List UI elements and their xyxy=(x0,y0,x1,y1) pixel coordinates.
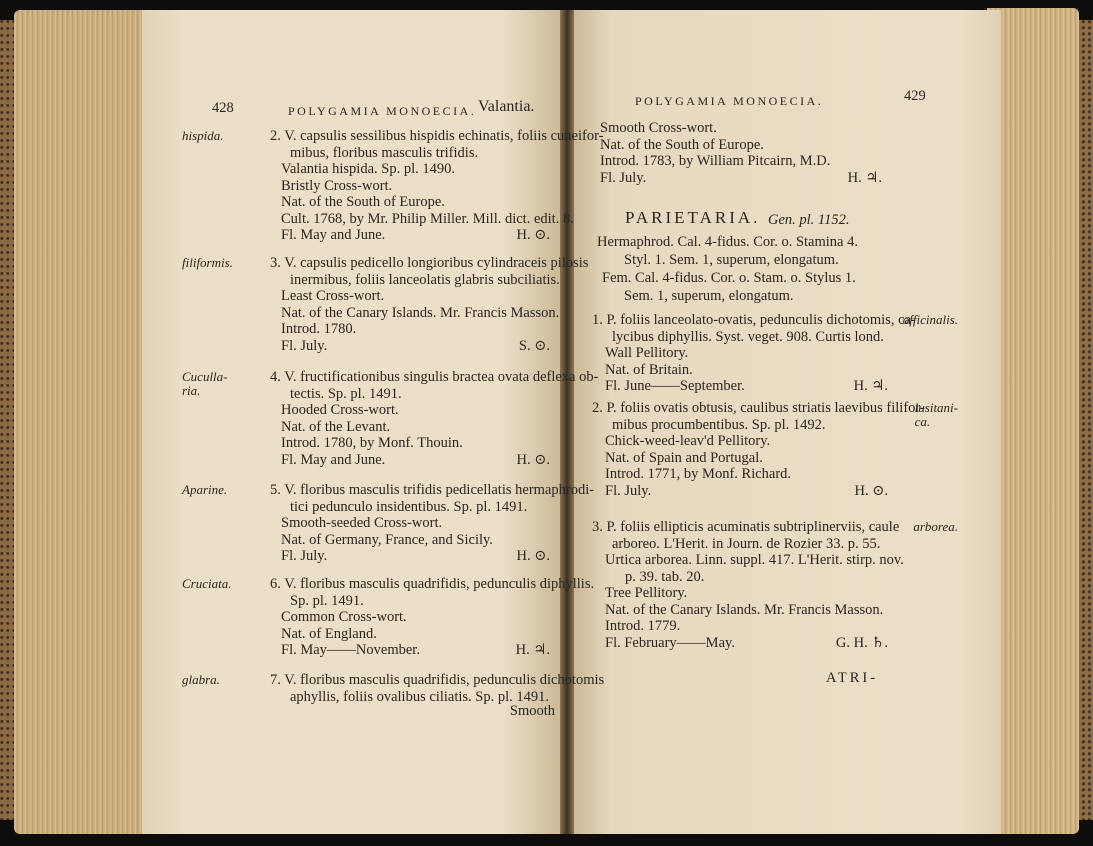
species-text-line: Bristly Cross-wort. xyxy=(281,177,393,194)
species-text-line: Common Cross-wort. xyxy=(281,609,407,625)
species-text-line: Urtica arborea. Linn. suppl. 417. L'Herit. stirp. nov. xyxy=(605,552,904,568)
species-text-line: 7. V. floribus masculis quadrifidis, pedunculis dichotomis xyxy=(270,672,605,688)
life-form-symbol: H. ♃. xyxy=(853,378,888,394)
species-text-line: Fl. May and June. xyxy=(281,227,386,243)
species-text-line: inermibus, foliis lanceolatis glabris subciliatis. xyxy=(290,271,560,288)
right-page-number: 429 xyxy=(904,88,926,104)
species-text-line: lycibus diphyllis. Syst. veget. 908. Curtis lond. xyxy=(612,328,884,345)
species-text-line: Nat. of the Levant. xyxy=(281,418,391,435)
species-margin-name: Cruciata. xyxy=(182,576,232,591)
species-text-line: Fl. July. xyxy=(281,337,328,354)
species-margin-name: lusitani- ca. xyxy=(914,400,958,429)
life-form-symbol: S. ⊙. xyxy=(518,337,550,354)
species-text-line: Nat. of the Canary Islands. Mr. Francis Masson. xyxy=(281,304,560,321)
left-page-edges xyxy=(14,10,142,834)
species-text-line: Nat. of England. xyxy=(281,625,377,642)
species-text-line: 5. V. floribus masculis trifidis pedicellatis hermaphrodi- xyxy=(270,482,595,498)
life-form-symbol: H. ⊙. xyxy=(516,227,550,243)
genus-description-line: Fem. Cal. 4-fidus. Cor. o. Stam. o. Stylus 1. xyxy=(602,270,856,286)
species-text-line: 6. V. floribus masculis quadrifidis, pedunculis diphyllis. xyxy=(270,576,595,592)
species-text-line: Introd. 1780. xyxy=(281,321,357,337)
species-margin-name: glabra. xyxy=(182,672,220,687)
species-text-line: Introd. 1780, by Monf. Thouin. xyxy=(281,435,463,451)
species-text-line: aphyllis, foliis ovalibus ciliatis. Sp. pl. 1491. xyxy=(290,688,549,705)
species-text-line: 4. V. fructificationibus singulis bractea ovata deflexa ob- xyxy=(270,369,599,385)
species-margin-name: officinalis. xyxy=(902,312,958,327)
species-text-line: Fl. February——May. xyxy=(605,634,735,651)
species-text-line: Fl. May and June. xyxy=(281,451,386,468)
catchword: Smooth xyxy=(509,703,555,719)
species-text-line: tici pedunculo insidentibus. Sp. pl. 1491. xyxy=(290,498,528,515)
species-text-line: 2. V. capsulis sessilibus hispidis echinatis, foliis cuneifor- xyxy=(270,128,604,144)
life-form-symbol: G. H. ♄. xyxy=(835,634,888,651)
left-running-head: POLYGAMIA MONOECIA. xyxy=(288,104,477,118)
species-text-line: Hooded Cross-wort. xyxy=(281,402,399,418)
left-genus-head: Valantia. xyxy=(478,98,535,115)
species-text-line: Nat. of Spain and Portugal. xyxy=(605,449,763,466)
continuation-line: Nat. of the South of Europe. xyxy=(600,136,764,153)
species-text-line: 3. V. capsulis pedicello longioribus cylindraceis pilosis xyxy=(270,255,589,271)
species-text-line: Fl. July. xyxy=(281,548,328,564)
species-text-line: Fl. July. xyxy=(605,482,652,499)
species-text-line: Fl. June——September. xyxy=(605,378,745,394)
species-text-line: tectis. Sp. pl. 1491. xyxy=(290,385,402,402)
life-form-symbol: H. ♃. xyxy=(847,170,882,186)
species-text-line: Introd. 1779. xyxy=(605,618,681,634)
species-margin-name: hispida. xyxy=(182,128,224,143)
species-text-line: p. 39. tab. 20. xyxy=(625,568,705,585)
life-form-symbol: H. ♃. xyxy=(515,642,550,658)
genus-description-line: Styl. 1. Sem. 1, superum, elongatum. xyxy=(624,252,839,268)
species-text-line: Sp. pl. 1491. xyxy=(290,592,364,609)
species-text-line: 3. P. foliis ellipticis acuminatis subtriplinerviis, caule xyxy=(592,519,900,535)
continuation-line: Introd. 1783, by William Pitcairn, M.D. xyxy=(600,153,831,169)
species-text-line: Least Cross-wort. xyxy=(281,288,385,304)
life-form-symbol: H. ⊙. xyxy=(516,548,550,564)
species-text-line: Nat. of the Canary Islands. Mr. Francis Masson. xyxy=(605,601,884,618)
species-margin-name: Aparine. xyxy=(182,482,228,497)
genus-description-line: Hermaphrod. Cal. 4-fidus. Cor. o. Stamina 4. xyxy=(597,234,858,250)
species-text-line: Nat. of Germany, France, and Sicily. xyxy=(281,531,493,548)
species-margin-name: arborea. xyxy=(913,519,958,534)
left-page-number: 428 xyxy=(212,100,234,116)
life-form-symbol: H. ⊙. xyxy=(516,451,550,468)
species-text-line: mibus procumbentibus. Sp. pl. 1492. xyxy=(612,416,826,433)
species-text-line: 2. P. foliis ovatis obtusis, caulibus striatis laevibus filifor- xyxy=(592,400,925,416)
species-text-line: Nat. of the South of Europe. xyxy=(281,194,445,210)
species-text-line: 1. P. foliis lanceolato-ovatis, pedunculis dichotomis, ca- xyxy=(592,312,916,328)
species-text-line: Tree Pellitory. xyxy=(605,585,688,601)
continuation-line: Fl. July. xyxy=(600,169,647,186)
genus-description-line: Sem. 1, superum, elongatum. xyxy=(624,288,794,304)
species-text-line: Introd. 1771, by Monf. Richard. xyxy=(605,466,792,482)
species-text-line: Cult. 1768, by Mr. Philip Miller. Mill. dict. edit. 8. xyxy=(281,210,574,227)
species-margin-name: filiformis. xyxy=(182,255,233,270)
species-text-line: Nat. of Britain. xyxy=(605,361,693,378)
species-text-line: arboreo. L'Herit. in Journ. de Rozier 33. p. 55. xyxy=(612,535,881,552)
species-text-line: Wall Pellitory. xyxy=(605,345,689,361)
species-text-line: Chick-weed-leav'd Pellitory. xyxy=(605,433,771,449)
species-margin-name: Cuculla- ria. xyxy=(182,369,228,398)
genus-title: PARIETARIA. xyxy=(625,208,761,227)
continuation-line: Smooth Cross-wort. xyxy=(600,120,717,136)
catchword: ATRI- xyxy=(826,670,879,686)
right-running-head: POLYGAMIA MONOECIA. xyxy=(635,94,824,108)
genus-reference: Gen. pl. 1152. xyxy=(768,212,850,228)
species-text-line: Smooth-seeded Cross-wort. xyxy=(281,515,443,531)
life-form-symbol: H. ⊙. xyxy=(854,482,888,499)
species-text-line: Fl. May——November. xyxy=(281,642,420,658)
species-text-line: Valantia hispida. Sp. pl. 1490. xyxy=(281,161,455,177)
species-text-line: mibus, floribus masculis trifidis. xyxy=(290,144,479,161)
